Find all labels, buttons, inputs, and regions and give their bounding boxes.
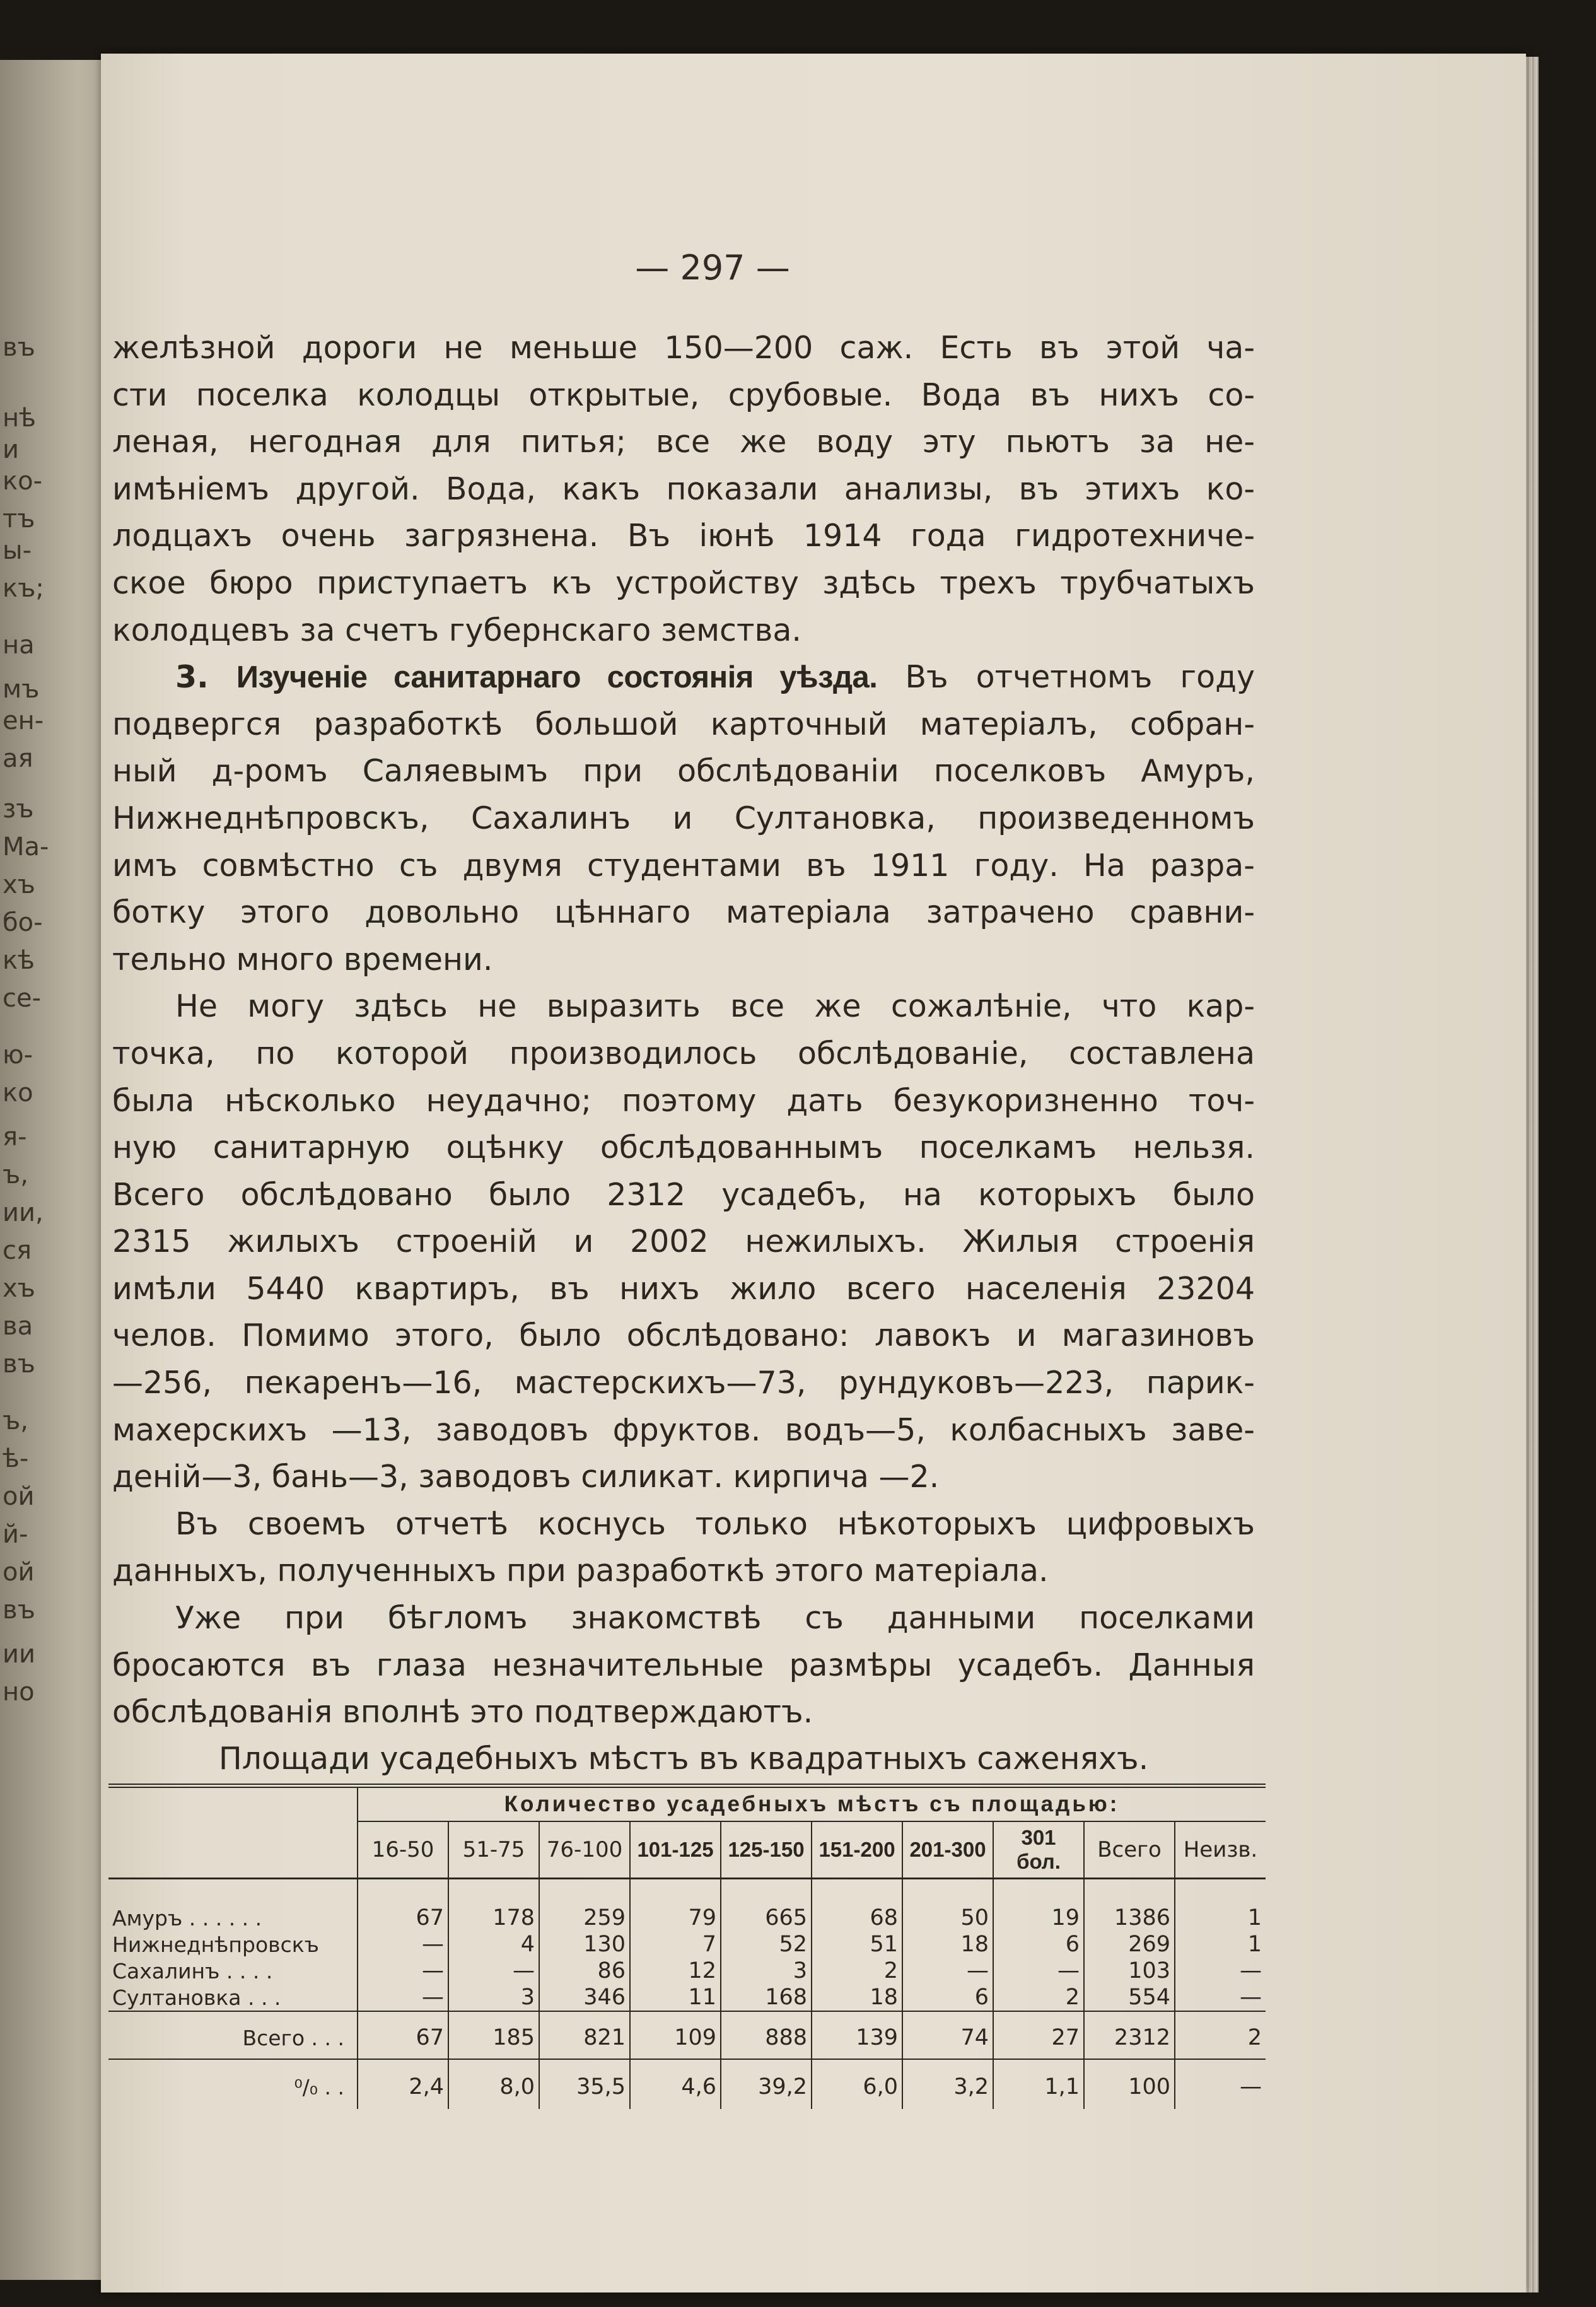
table-cell: 665: [721, 1879, 812, 1932]
left-page-fragment: зъ: [3, 795, 34, 824]
data-table: [108, 1784, 1266, 2109]
text-line: деній—3, бань—3, заводовъ силикат. кирпича —2.: [112, 1459, 940, 1495]
table-cell: 3,2: [902, 2059, 993, 2109]
column-header: 125-150: [721, 1821, 812, 1879]
table-cell: 6: [993, 1931, 1084, 1958]
left-page-fragment: ко-: [3, 467, 43, 496]
table-cell: 3: [448, 1984, 539, 2011]
text-line: сти поселка колодцы открытые, срубовые. Вода въ нихъ со-: [112, 377, 1255, 413]
left-page-fragment: се-: [3, 984, 42, 1013]
left-page-fragment: ой: [3, 1482, 35, 1511]
table-cell: 2: [812, 1958, 902, 1984]
left-page-fragment: къ;: [3, 574, 44, 603]
left-page-fragment: ся: [3, 1236, 32, 1265]
stub-header: [108, 1786, 358, 1879]
table-cell: 100: [1084, 2059, 1175, 2109]
text-line: точка, по которой производилось обслѣдованіе, составлена: [112, 1035, 1255, 1072]
table-cell: 68: [812, 1879, 902, 1932]
paragraph-5: [112, 1595, 1255, 1736]
table-cell: —: [993, 1958, 1084, 1984]
text-line: —256, пекаренъ—16, мастерскихъ—73, рундуковъ—223, парик-: [112, 1365, 1255, 1401]
text-line: Нижнеднѣпровскъ, Сахалинъ и Султановка, произведенномъ: [112, 800, 1255, 836]
text-line: ный д-ромъ Саляевымъ при обслѣдованіи поселковъ Амуръ,: [112, 753, 1255, 790]
table-cell: —: [1175, 1958, 1266, 1984]
table-cell: 52: [721, 1931, 812, 1958]
text-line: желѣзной дороги не меньше 150—200 саж. Есть въ этой ча-: [112, 330, 1255, 366]
row-label: Амуръ . . . . . .: [112, 1905, 262, 1930]
text-line: имѣніемъ другой. Вода, какъ показали анализы, въ этихъ ко-: [112, 470, 1255, 507]
text-line: Уже при бѣгломъ знакомствѣ съ данными поселками: [175, 1600, 1255, 1637]
paragraph-1: [112, 325, 1255, 654]
table-cell: 1: [1175, 1879, 1266, 1932]
table-cell: 19: [993, 1879, 1084, 1932]
table-cell: 2,4: [358, 2059, 448, 2109]
table-cell: 67: [358, 2011, 448, 2059]
table-cell: 2: [993, 1984, 1084, 2011]
section-number: 3.: [175, 659, 209, 696]
left-page-fragment: бо-: [3, 908, 43, 937]
left-page-fragment: хъ: [3, 1274, 35, 1303]
group-header: Количество усадебныхъ мѣстъ съ площадью:: [358, 1786, 1266, 1822]
table-cell: 2: [1175, 2011, 1266, 2059]
text-line: ную санитарную оцѣнку обслѣдованнымъ поселкамъ нельзя.: [112, 1130, 1255, 1166]
table-cell: 39,2: [721, 2059, 812, 2109]
table-cell: 6,0: [812, 2059, 902, 2109]
paragraph-4: [112, 1501, 1255, 1595]
table-cell: 185: [448, 2011, 539, 2059]
table-cell: 130: [539, 1931, 630, 1958]
paragraph-2: [112, 654, 1255, 983]
table-cell: 2312: [1084, 2011, 1175, 2059]
table-cell: 888: [721, 2011, 812, 2059]
row-label: ⁰/₀ . .: [108, 2059, 358, 2109]
section-heading: Изученіе санитарнаго состоянія уѣзда.: [236, 660, 878, 695]
text-line: обслѣдованія вполнѣ это подтверждаютъ.: [112, 1694, 813, 1731]
table-cell: 4,6: [630, 2059, 721, 2109]
table-cell: 8,0: [448, 2059, 539, 2109]
table-cell: 35,5: [539, 2059, 630, 2109]
text-line: бросаются въ глаза незначительные размѣры усадебъ. Данныя: [112, 1647, 1255, 1683]
column-header: 301 бол.: [993, 1821, 1084, 1879]
left-page-fragment: нѣ: [3, 404, 37, 433]
left-page-fragment: въ: [3, 1596, 35, 1625]
left-page-fragment: мъ: [3, 675, 40, 704]
table-cell: —: [358, 1931, 448, 1958]
table-cell: 109: [630, 2011, 721, 2059]
table-cell: 27: [993, 2011, 1084, 2059]
table-cell: 103: [1084, 1958, 1175, 1984]
left-page-fragment: ая: [3, 744, 33, 773]
table-row: [108, 1879, 1266, 1932]
text-line: челов. Помимо этого, было обслѣдовано: лавокъ и магазиновъ: [112, 1317, 1255, 1354]
table-cell: 6: [902, 1984, 993, 2011]
text-line: имѣли 5440 квартиръ, въ нихъ жило всего населенія 23204: [112, 1270, 1255, 1307]
table-cell: 50: [902, 1879, 993, 1932]
table-cell: 821: [539, 2011, 630, 2059]
table-cell: 554: [1084, 1984, 1175, 2011]
left-page-fragment: ю-: [3, 1041, 33, 1070]
text-line: лодцахъ очень загрязнена. Въ іюнѣ 1914 года гидротехниче-: [112, 518, 1255, 554]
column-header: 201-300: [902, 1821, 993, 1879]
text-line: Въ своемъ отчетѣ коснусь только нѣкоторыхъ цифровыхъ: [175, 1505, 1255, 1542]
text-line: ботку этого довольно цѣннаго матеріала затрачено сравни-: [112, 894, 1255, 931]
table-row: [108, 2011, 1266, 2059]
row-label: Султановка . . .: [112, 1985, 281, 2010]
left-page-fragment: въ: [3, 333, 35, 362]
left-page-fragment: въ: [3, 1350, 35, 1379]
table-cell: 79: [630, 1879, 721, 1932]
column-header: 151-200: [812, 1821, 902, 1879]
left-page-fragment: ъ,: [3, 1406, 28, 1435]
text-line: имъ совмѣстно съ двумя студентами въ 1911 году. На разра-: [112, 847, 1255, 884]
table-row: [108, 1931, 1266, 1958]
table-cell: —: [1175, 2059, 1266, 2109]
table-row: [108, 1984, 1266, 2011]
text-line: данныхъ, полученныхъ при разработкѣ этого матеріала.: [112, 1553, 1049, 1589]
table-cell: 12: [630, 1958, 721, 1984]
table-cell: —: [358, 1984, 448, 2011]
table-cell: 18: [812, 1984, 902, 2011]
text-line: колодцевъ за счетъ губернскаго земства.: [112, 612, 802, 648]
text-span: Въ отчетномъ году: [905, 659, 1255, 696]
table-cell: 7: [630, 1931, 721, 1958]
left-page-fragment: я-: [3, 1123, 27, 1152]
column-header: 16-50: [358, 1821, 448, 1879]
table-cell: —: [902, 1958, 993, 1984]
row-label: Нижнеднѣпровскъ: [112, 1932, 319, 1957]
table-cell: 259: [539, 1879, 630, 1932]
left-page-fragment: й-: [3, 1520, 28, 1549]
table-cell: 18: [902, 1931, 993, 1958]
table-cell: 3: [721, 1958, 812, 1984]
left-page-fragment: Ма-: [3, 832, 49, 861]
left-page-fragment: ва: [3, 1312, 33, 1341]
text-line: махерскихъ —13, заводовъ фруктов. водъ—5, колбасныхъ заве-: [112, 1411, 1255, 1448]
left-page-fragment: тъ: [3, 505, 35, 534]
row-label: Всего . . .: [108, 2011, 358, 2059]
left-page-fragment: ко: [3, 1078, 33, 1107]
left-page-fragment: хъ: [3, 870, 35, 899]
table-cell: 178: [448, 1879, 539, 1932]
row-label: Сахалинъ . . . .: [112, 1958, 273, 1983]
table-cell: 51: [812, 1931, 902, 1958]
table-cell: —: [448, 1958, 539, 1984]
table-cell: 1,1: [993, 2059, 1084, 2109]
table-cell: 74: [902, 2011, 993, 2059]
text-line: была нѣсколько неудачно; поэтому дать безукоризненно точ-: [112, 1082, 1255, 1119]
table-cell: 168: [721, 1984, 812, 2011]
left-page-fragment: ѣ-: [3, 1444, 29, 1473]
table-cell: 4: [448, 1931, 539, 1958]
text-line: тельно много времени.: [112, 941, 493, 978]
text-line: Не могу здѣсь не выразить все же сожалѣніе, что кар-: [175, 988, 1255, 1025]
left-page-fragment: ы-: [3, 536, 32, 565]
text-line: Всего обслѣдовано было 2312 усадебъ, на которыхъ было: [112, 1176, 1255, 1213]
section-heading-line: [112, 654, 1255, 701]
left-page-fragment: кѣ: [3, 946, 35, 975]
column-header: Неизв.: [1175, 1821, 1266, 1879]
left-page-fragment: и: [3, 435, 19, 464]
left-page-fragment: ен-: [3, 706, 44, 735]
text-line: 2315 жилыхъ строеній и 2002 нежилыхъ. Жилыя строенія: [112, 1224, 1255, 1260]
column-header: Всего: [1084, 1821, 1175, 1879]
table-row: [108, 1958, 1266, 1984]
column-header: 76-100: [539, 1821, 630, 1879]
table-cell: 346: [539, 1984, 630, 2011]
table-cell: 67: [358, 1879, 448, 1932]
table-cell: 86: [539, 1958, 630, 1984]
table-cell: —: [1175, 1984, 1266, 2011]
paragraph-3: [112, 983, 1255, 1501]
page-number: — 297 —: [635, 248, 790, 288]
table-title: Площади усадебныхъ мѣстъ въ квадратныхъ саженяхъ.: [218, 1741, 1149, 1777]
body-text: [112, 325, 1255, 1736]
table-cell: 139: [812, 2011, 902, 2059]
left-page-fragment: ии,: [3, 1198, 44, 1227]
text-line: подвергся разработкѣ большой карточный матеріалъ, собран-: [112, 706, 1255, 742]
column-header: 51-75: [448, 1821, 539, 1879]
left-page-fragment: ъ,: [3, 1160, 28, 1189]
left-page-fragment: ии: [3, 1640, 35, 1669]
table-cell: 11: [630, 1984, 721, 2011]
left-page-fragment: ой: [3, 1558, 35, 1587]
table-cell: 1386: [1084, 1879, 1175, 1932]
text-line: ское бюро приступаетъ къ устройству здѣсь трехъ трубчатыхъ: [112, 564, 1255, 601]
table-cell: —: [358, 1958, 448, 1984]
left-page-fragment: на: [3, 631, 35, 660]
left-page-fragment: но: [3, 1678, 35, 1707]
table-cell: 1: [1175, 1931, 1266, 1958]
table-row: [108, 2059, 1266, 2109]
text-line: леная, негодная для питья; все же воду эту пьютъ за не-: [112, 424, 1255, 460]
column-header: 101-125: [630, 1821, 721, 1879]
table-cell: 269: [1084, 1931, 1175, 1958]
